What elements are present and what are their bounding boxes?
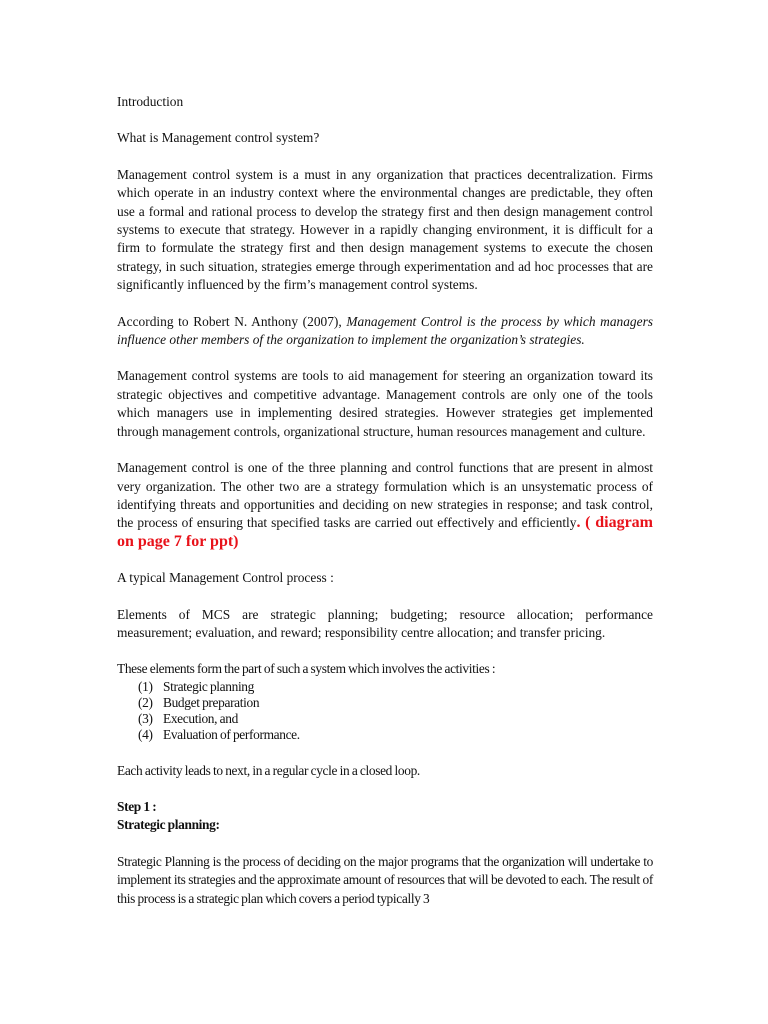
process-heading: A typical Management Control process :: [117, 570, 334, 586]
step-title: Strategic planning:: [117, 817, 220, 833]
list-item-number: (1): [138, 678, 153, 694]
list-item-label: Execution, and: [163, 711, 238, 727]
paragraph-anthony: [117, 313, 653, 350]
list-item-number: (3): [138, 711, 153, 727]
list-item: [138, 679, 653, 695]
list-item-label: Strategic planning: [163, 678, 255, 694]
anthony-lead: According to Robert N. Anthony (2007),: [117, 313, 342, 329]
paragraph-definition: Management control system is a must in any organization that practices decentralization. Firms which operate in an industry context where the environmental changes are predictable, they often use a formal and rational process to develop the strategy first and then design management control systems to execute that strategy. However in a rapidly changing environment, it is difficult for a firm to formulate the strategy first and then design management systems to execute the chosen strategy, in such situation, strategies emerge through experimentation and ad hoc processes that are significantly influenced by the firm’s management control systems.: [117, 166, 653, 293]
list-item-label: Evaluation of performance.: [163, 727, 300, 743]
list-item-label: Budget preparation: [163, 694, 260, 710]
paragraph-functions: [117, 459, 653, 551]
list-item-number: (2): [138, 694, 153, 710]
step-label: Step 1 :: [117, 798, 157, 814]
diagram-note: . ( diagram on page 7 for ppt): [117, 514, 653, 550]
functions-text: Management control is one of the three planning and control functions that are present in almost very organization. The other two are a strategy formulation which is an unsystematic process of identifying threats and opportunities and deciding on new strategies in response; and task control, the process of ensuring that specified tasks are carried out effectively and efficiently: [117, 460, 653, 531]
list-item: [138, 711, 653, 727]
activities-intro: These elements form the part of such a system which involves the activities :: [117, 661, 496, 677]
document-page: [117, 93, 653, 908]
section-heading-introduction: Introduction: [117, 94, 184, 109]
list-item-number: (4): [138, 727, 153, 743]
list-item: [138, 727, 653, 743]
paragraph-elements: Elements of MCS are strategic planning; budgeting; resource allocation; performance measurement; evaluation, and reward; responsibility centre allocation; and transfer pricing.: [117, 606, 653, 640]
list-item: [138, 695, 653, 711]
paragraph-strategic-planning: Strategic Planning is the process of deciding on the major programs that the organization will undertake to implement its strategies and the approximate amount of resources that will be devoted to each. The result of this process is a strategic plan which covers a period typically 3: [117, 853, 653, 906]
anthony-quote: Management Control is the process by which managers influence other members of the organization to implement the organization’s strategies.: [117, 313, 653, 348]
activities-list: [117, 679, 653, 744]
cycle-line: Each activity leads to next, in a regular cycle in a closed loop.: [117, 762, 420, 778]
paragraph-tools: Management control systems are tools to aid management for steering an organization toward its strategic objectives and competitive advantage. Management controls are only one of the tools which managers use in implementing desired strategies. However strategies get implemented through management controls, organizational structure, human resources management and culture.: [117, 368, 653, 439]
question-heading: What is Management control system?: [117, 130, 320, 146]
